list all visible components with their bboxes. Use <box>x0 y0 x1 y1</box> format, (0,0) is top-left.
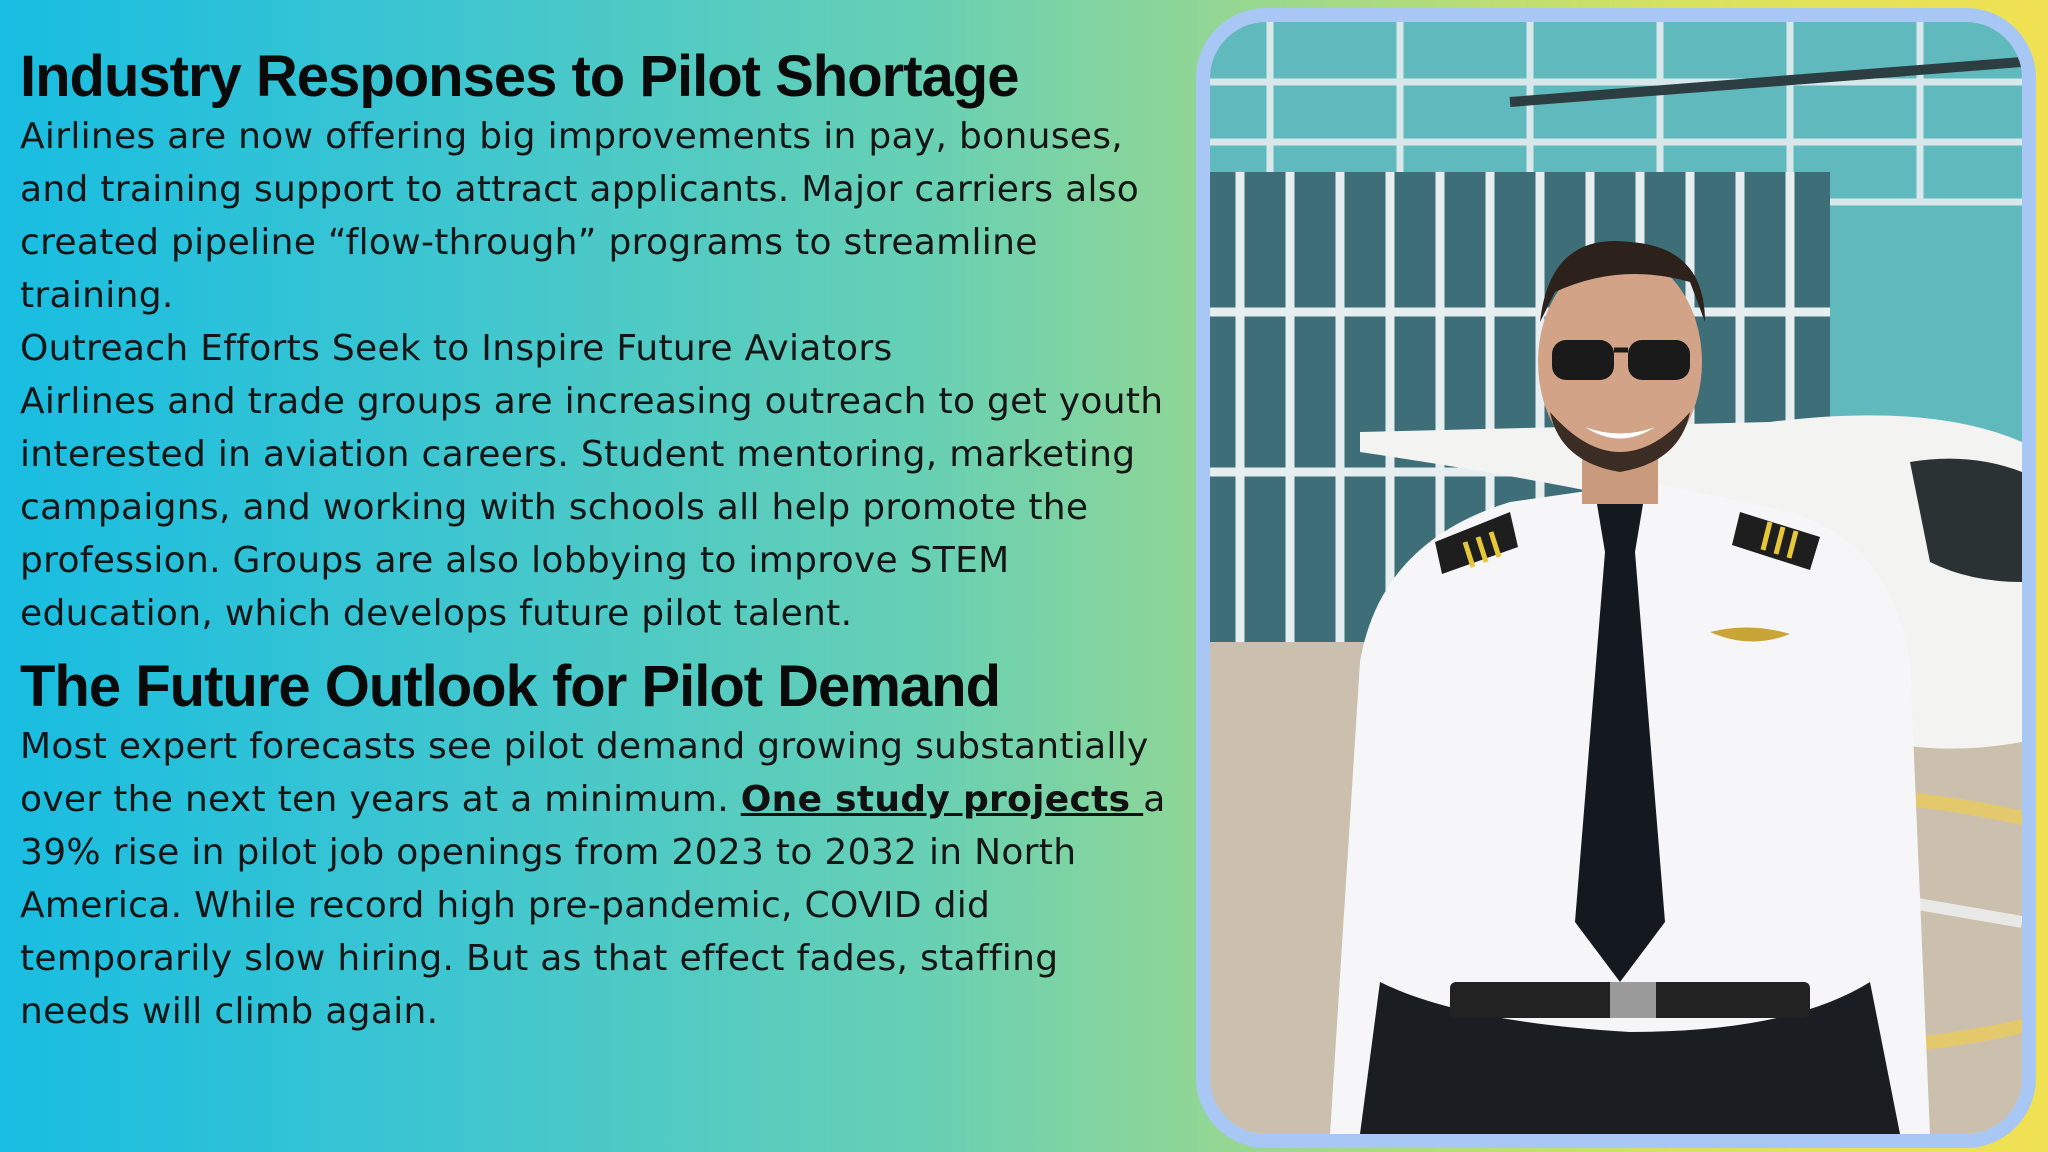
pilot-photo <box>1196 8 2036 1148</box>
pilot-illustration <box>1210 22 2022 1134</box>
paragraph-future-end: a 39% rise in pilot job openings from 2023 to 2032 in North America. While record high pre-pandemic, COVID did temporarily slow hiring. But as that effect fades, staffing needs will climb again. <box>20 779 1166 1032</box>
paragraph-pay-training: Airlines are now offering big improvements in pay, bonuses, and training support to attract applicants. Major carriers also created pipeline “flow-through” programs to streamline training. <box>20 116 1140 316</box>
subheading-outreach: Outreach Efforts Seek to Inspire Future Aviators <box>20 328 893 369</box>
sunglasses-right-lens <box>1628 340 1690 380</box>
paragraph-outreach: Airlines and trade groups are increasing outreach to get youth interested in aviation careers. Student mentoring, marketing campaigns, and working with schools all help promote the profession. Groups are also lobbying to improve STEM education, which develops future pilot talent. <box>20 381 1164 634</box>
study-link[interactable]: One study projects <box>740 779 1144 820</box>
section-title-industry-responses: Industry Responses to Pilot Shortage <box>20 44 1019 109</box>
paragraph-future-outlook <box>20 720 1170 1038</box>
article-text <box>20 44 1170 1038</box>
sunglasses-left-lens <box>1552 340 1614 380</box>
section-title-future-outlook: The Future Outlook for Pilot Demand <box>20 654 1000 719</box>
belt-buckle <box>1610 982 1656 1018</box>
paragraph-future-start: Most expert forecasts see pilot demand growing substantially over the next ten years at a minimum. <box>20 726 1149 820</box>
